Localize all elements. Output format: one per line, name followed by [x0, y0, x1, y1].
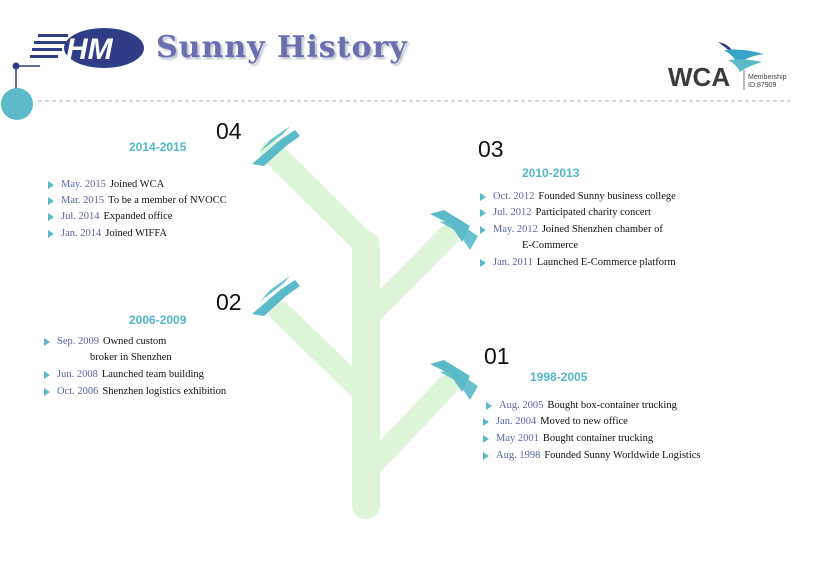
section-number-03: 03: [478, 136, 504, 162]
page-title: Sunny History: [156, 30, 408, 65]
section-number-01: 01: [484, 343, 510, 369]
bullet-icon: [480, 193, 486, 201]
section-period-01: 1998-2005: [530, 370, 588, 384]
section-period-02: 2006-2009: [129, 313, 187, 327]
bullet-icon: [44, 338, 50, 346]
bullet-icon: [48, 230, 54, 238]
event-desc: Launched team building: [101, 369, 204, 380]
event-item: [57, 384, 226, 400]
wca-membership-label: Membership: [748, 74, 787, 81]
event-date: Jul. 2012: [493, 207, 532, 218]
event-desc: Joined WCA: [109, 179, 165, 190]
event-item: [61, 177, 164, 193]
event-desc: Launched E-Commerce platform: [536, 257, 676, 268]
bullet-icon: [480, 209, 486, 217]
bullet-icon: [44, 371, 50, 379]
bullet-icon: [480, 226, 486, 234]
event-desc: Bought container trucking: [542, 433, 654, 444]
wca-membership-id: ID:87909: [748, 82, 777, 89]
event-item: [499, 398, 677, 414]
event-date: Jun. 2008: [57, 369, 98, 380]
event-date: Jan. 2014: [61, 228, 102, 239]
event-item: [493, 189, 676, 205]
event-date: Aug. 1998: [496, 450, 541, 461]
event-desc: Joined WIFFA: [105, 228, 167, 239]
event-date: Oct. 2012: [493, 191, 535, 202]
event-date: Jul. 2014: [61, 211, 100, 222]
event-desc: Shenzhen logistics exhibition: [102, 386, 227, 397]
event-date: Jan. 2004: [496, 416, 537, 427]
section-period-03: 2010-2013: [522, 166, 580, 180]
bullet-icon: [483, 435, 489, 443]
event-desc: Bought box-container trucking: [547, 400, 677, 411]
event-date: Oct. 2006: [57, 386, 99, 397]
section-number-04: 04: [216, 118, 242, 144]
event-desc-cont: E-Commerce: [522, 240, 578, 251]
event-desc: To be a member of NVOCC: [108, 195, 227, 206]
event-item: [57, 367, 204, 383]
event-item: [493, 222, 663, 254]
event-item: [493, 255, 676, 271]
bullet-icon: [483, 418, 489, 426]
event-desc: Moved to new office: [540, 416, 628, 427]
section-number-02: 02: [216, 289, 242, 315]
event-item: [496, 414, 628, 430]
event-date: Jan. 2011: [493, 257, 533, 268]
wca-text: WCA: [668, 62, 731, 92]
event-item: [61, 209, 172, 225]
event-item: [61, 226, 167, 242]
event-desc: Participated charity concert: [535, 207, 651, 218]
event-date: May. 2015: [61, 179, 106, 190]
event-desc: Founded Sunny business college: [538, 191, 676, 202]
event-date: Aug. 2005: [499, 400, 544, 411]
event-item: [493, 205, 651, 221]
event-item: [496, 448, 701, 464]
bullet-icon: [486, 402, 492, 410]
event-desc: Owned custom: [103, 336, 167, 347]
event-date: Sep. 2009: [57, 336, 99, 347]
event-desc: Expanded office: [103, 211, 173, 222]
section-period-04: 2014-2015: [129, 140, 187, 154]
event-item: [57, 334, 172, 366]
bullet-icon: [480, 259, 486, 267]
bullet-icon: [48, 213, 54, 221]
event-desc: Joined Shenzhen chamber of: [541, 224, 663, 235]
event-item: [496, 431, 653, 447]
bullet-icon: [44, 388, 50, 396]
event-date: May 2001: [496, 433, 539, 444]
bullet-icon: [48, 181, 54, 189]
bullet-icon: [48, 197, 54, 205]
event-date: May. 2012: [493, 224, 538, 235]
event-date: Mar. 2015: [61, 195, 105, 206]
event-desc-cont: broker in Shenzhen: [90, 352, 172, 363]
event-desc: Founded Sunny Worldwide Logistics: [544, 450, 701, 461]
event-item: [61, 193, 227, 209]
logo-text: HM: [66, 33, 113, 66]
bullet-icon: [483, 452, 489, 460]
